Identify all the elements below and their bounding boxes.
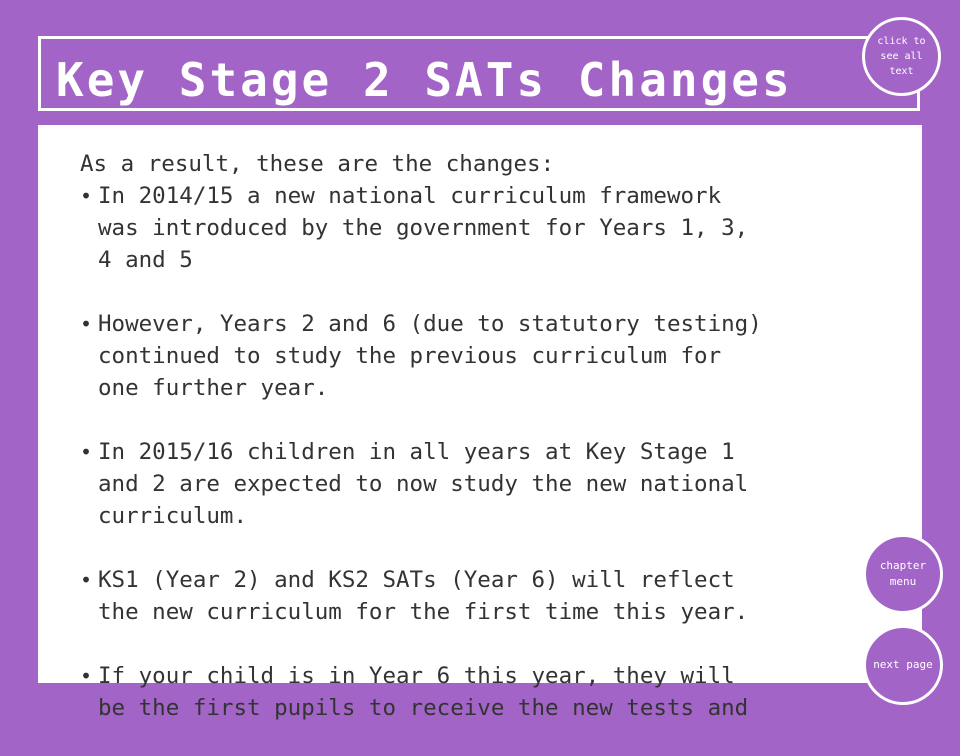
chapter-menu-label: chapter menu [879, 559, 927, 588]
bullet-item [80, 660, 880, 724]
bullet-dot: • [80, 184, 93, 208]
bullet-item [80, 180, 880, 276]
slide-title: Key Stage 2 SATs Changes [56, 53, 793, 107]
bullet-item [80, 564, 880, 628]
see-all-text-label: click to see all text [877, 36, 926, 77]
bullet-dot: • [80, 664, 93, 688]
bullet-dot: • [80, 440, 93, 464]
next-page-label: next page [873, 658, 933, 671]
next-page-button[interactable] [863, 625, 943, 705]
bullet-text: In 2014/15 a new national curriculum framework was introduced by the government for Years 1, 3, 4 and 5 [98, 183, 749, 273]
chapter-menu-button[interactable] [863, 534, 943, 614]
slide-content [80, 148, 880, 756]
bullet-text: However, Years 2 and 6 (due to statutory testing) continued to study the previous curriculum for one further year. [98, 311, 762, 401]
see-all-text-button[interactable] [862, 17, 941, 96]
bullet-dot: • [80, 568, 93, 592]
bullet-text: KS1 (Year 2) and KS2 SATs (Year 6) will reflect the new curriculum for the first time this year. [98, 567, 749, 625]
bullet-list [80, 180, 880, 724]
bullet-text: In 2015/16 children in all years at Key Stage 1 and 2 are expected to now study the new national curriculum. [98, 439, 749, 529]
bullet-dot: • [80, 312, 93, 336]
bullet-item [80, 308, 880, 404]
bullet-item [80, 436, 880, 532]
intro-text: As a result, these are the changes: [80, 151, 555, 177]
bullet-text: If your child is in Year 6 this year, they will be the first pupils to receive the new tests and [98, 663, 749, 721]
